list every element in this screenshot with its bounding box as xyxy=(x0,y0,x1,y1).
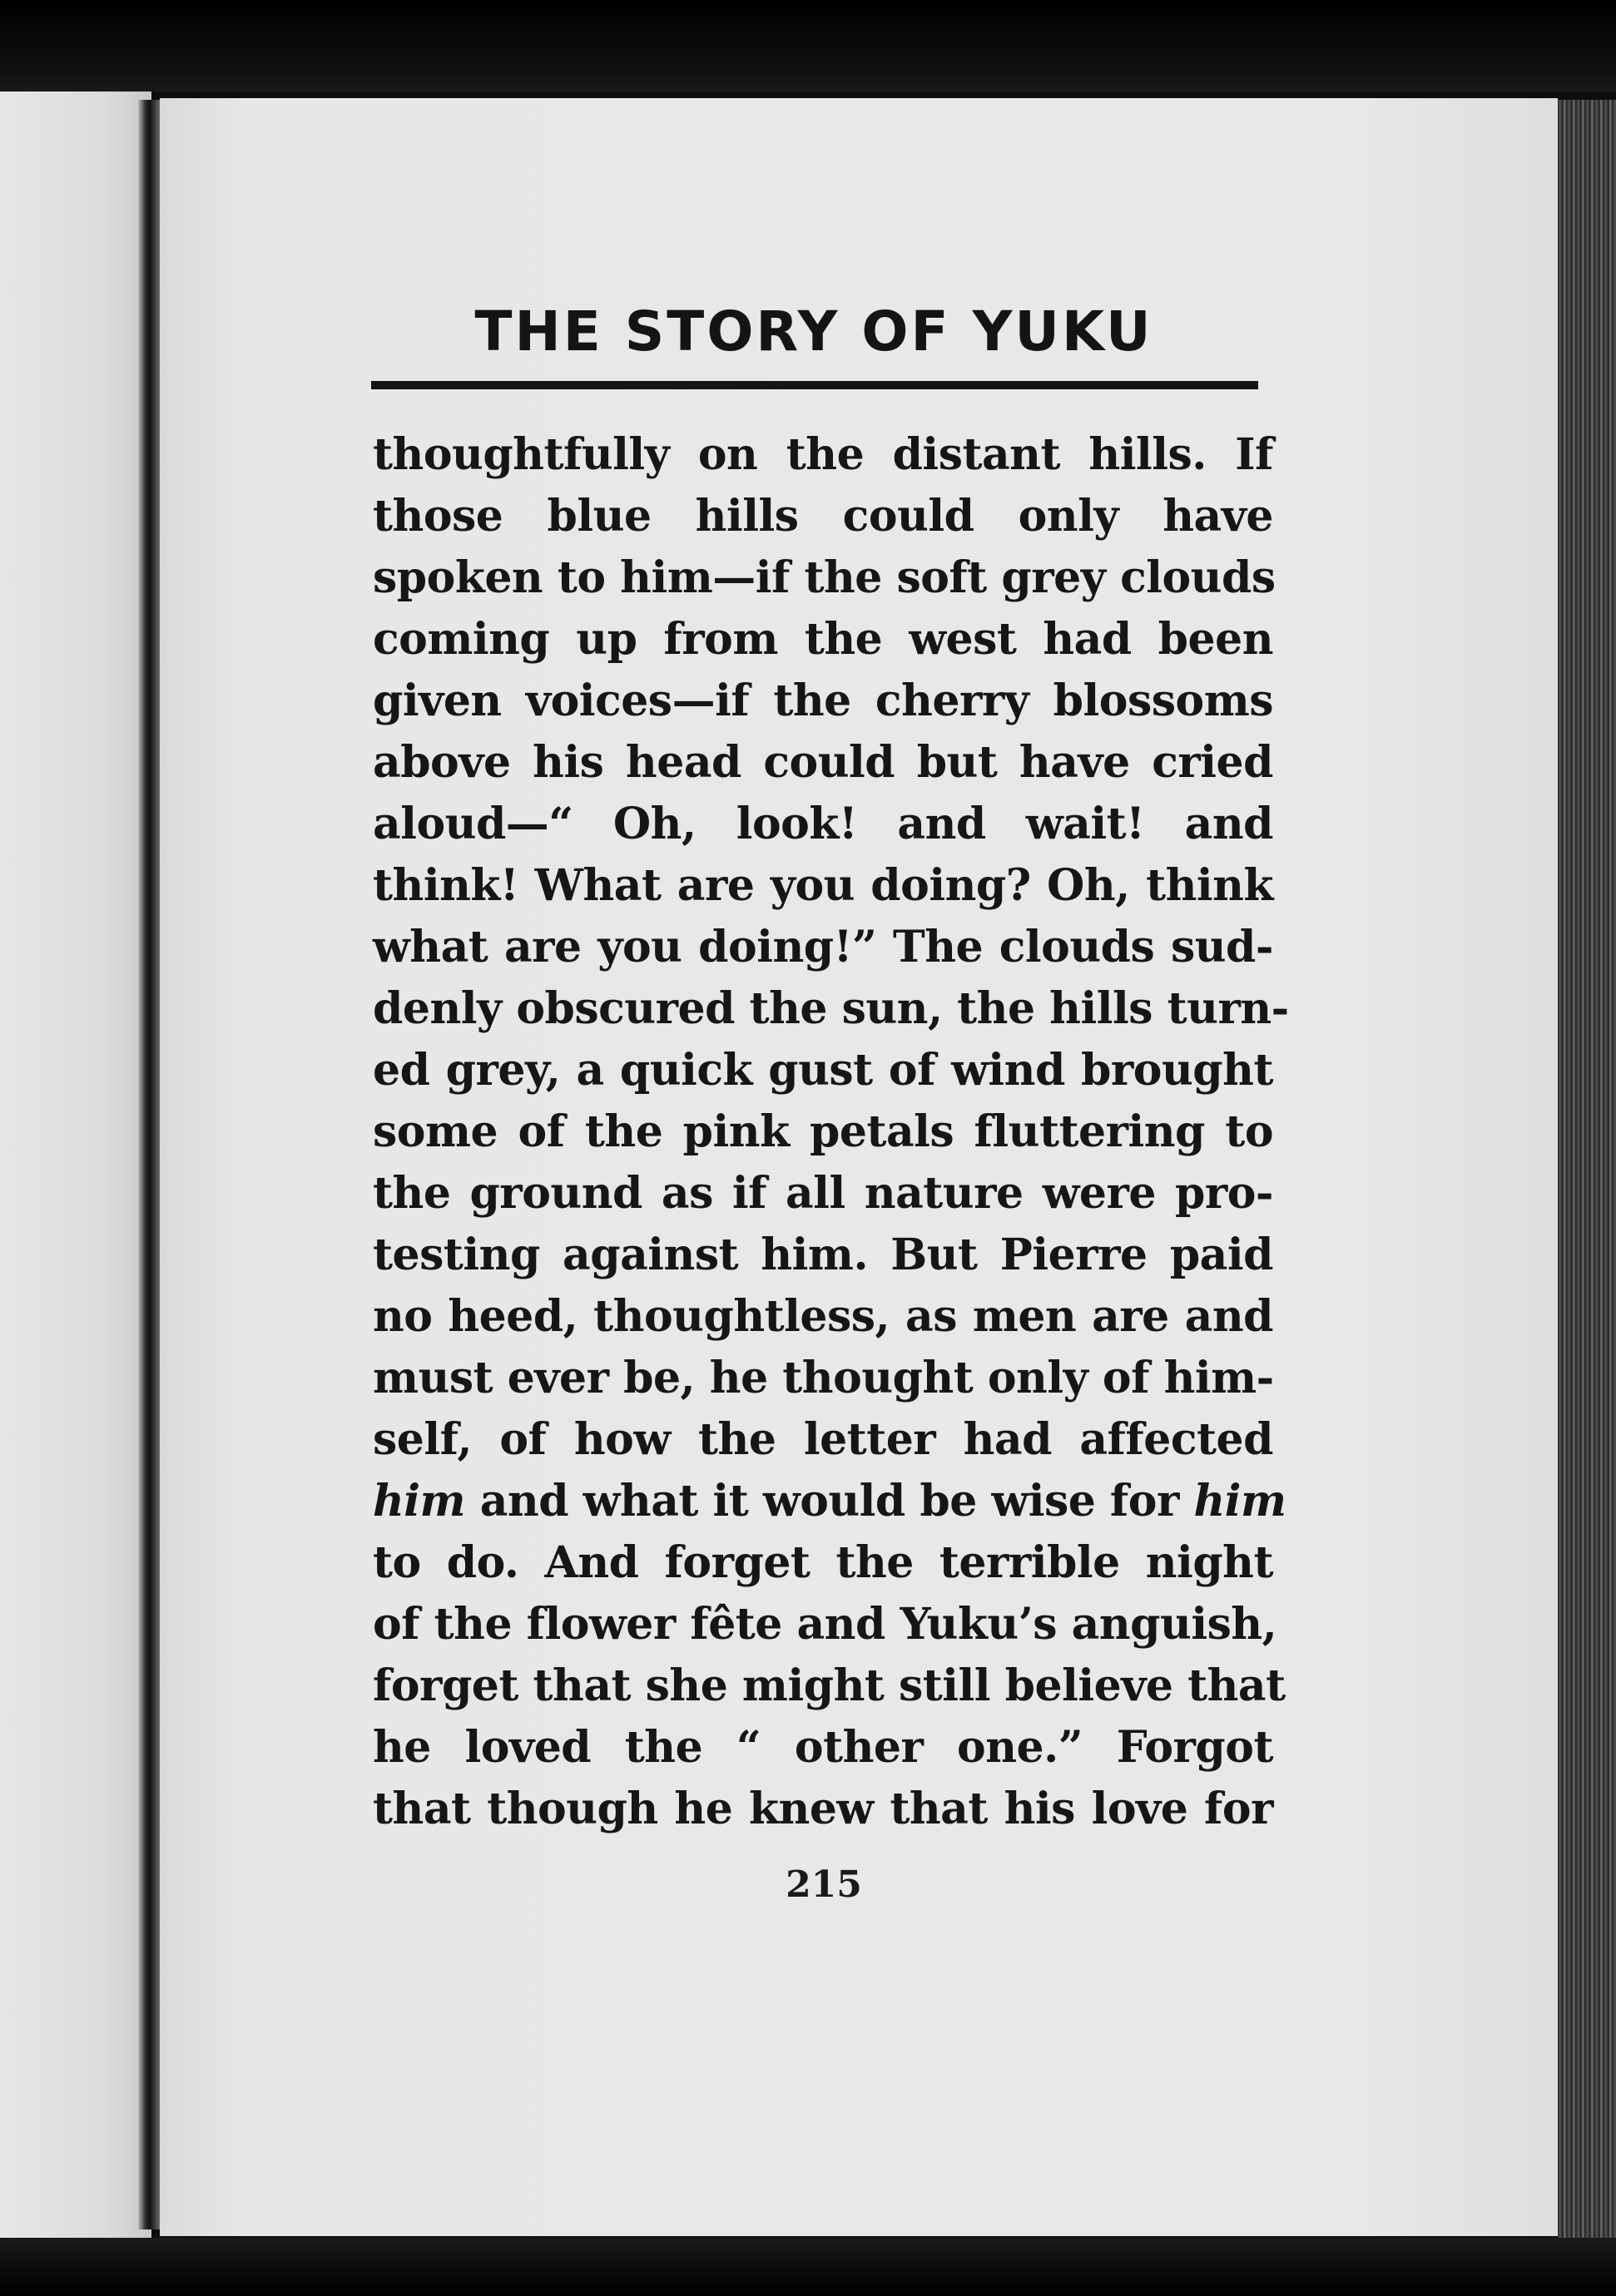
text-segment: that though he knew that his love for xyxy=(373,1784,1273,1834)
text-line xyxy=(373,1286,1273,1348)
text-segment: given voices—if the cherry blossoms xyxy=(373,675,1273,726)
text-segment: thoughtfully on the distant hills. If xyxy=(373,429,1273,480)
text-line xyxy=(373,1348,1273,1409)
text-line xyxy=(373,1163,1273,1225)
scan-bottom-border xyxy=(0,2238,1616,2296)
text-line xyxy=(373,978,1289,1040)
text-line xyxy=(373,732,1273,794)
text-segment: denly obscured the sun, the hills turn- xyxy=(373,983,1289,1034)
running-head: THE STORY OF YUKU xyxy=(474,299,1153,364)
text-segment: of the flower fête and Yuku’s anguish, xyxy=(373,1599,1277,1650)
text-segment: some of the pink petals fluttering to xyxy=(373,1106,1273,1157)
text-line xyxy=(373,1717,1273,1779)
text-line xyxy=(373,424,1273,486)
page-stack-edge xyxy=(1558,100,1616,2246)
text-line xyxy=(373,917,1273,978)
text-segment: coming up from the west had been xyxy=(373,614,1273,665)
text-line xyxy=(373,670,1273,732)
text-line xyxy=(373,1225,1273,1286)
text-segment: above his head could but have cried xyxy=(373,737,1273,788)
text-line xyxy=(373,1101,1273,1163)
text-segment: to do. And forget the terrible night xyxy=(373,1537,1273,1588)
text-segment: ed grey, a quick gust of wind brought xyxy=(373,1045,1273,1096)
italic-text: him xyxy=(373,1476,466,1527)
running-head-rule xyxy=(371,381,1258,389)
text-line xyxy=(373,1532,1273,1594)
text-segment: the ground as if all nature were pro- xyxy=(373,1168,1273,1219)
text-segment: no heed, thoughtless, as men are and xyxy=(373,1291,1273,1342)
text-line xyxy=(373,1471,1286,1532)
text-segment: forget that she might still believe that xyxy=(373,1660,1286,1711)
text-line xyxy=(373,1594,1277,1655)
text-line xyxy=(373,1779,1273,1840)
text-line xyxy=(373,486,1273,547)
text-segment: must ever be, he thought only of him- xyxy=(373,1353,1274,1403)
text-segment: think! What are you doing? Oh, think xyxy=(373,860,1273,911)
previous-page-edge xyxy=(0,92,151,2238)
text-line xyxy=(373,855,1273,917)
text-segment: and what it would be wise for xyxy=(465,1476,1194,1527)
text-segment: he loved the “ other one.” Forgot xyxy=(373,1722,1273,1773)
text-segment: aloud—“ Oh, look! and wait! and xyxy=(373,799,1273,849)
text-line xyxy=(373,1409,1273,1471)
text-segment: what are you doing!” The clouds sud- xyxy=(373,922,1273,972)
text-segment: spoken to him—if the soft grey clouds xyxy=(373,552,1276,603)
text-line xyxy=(373,1040,1273,1101)
page-number: 215 xyxy=(786,1863,862,1906)
body-text xyxy=(373,424,1289,1840)
text-segment: testing against him. But Pierre paid xyxy=(373,1230,1273,1280)
text-line xyxy=(373,794,1273,855)
italic-text: him xyxy=(1193,1476,1286,1527)
text-line xyxy=(373,1655,1286,1717)
text-segment: those blue hills could only have xyxy=(373,491,1273,542)
text-line xyxy=(373,609,1273,670)
text-segment: self, of how the letter had affected xyxy=(373,1414,1273,1465)
scan-top-border xyxy=(0,0,1616,92)
book-gutter xyxy=(138,100,160,2229)
text-line xyxy=(373,547,1276,609)
